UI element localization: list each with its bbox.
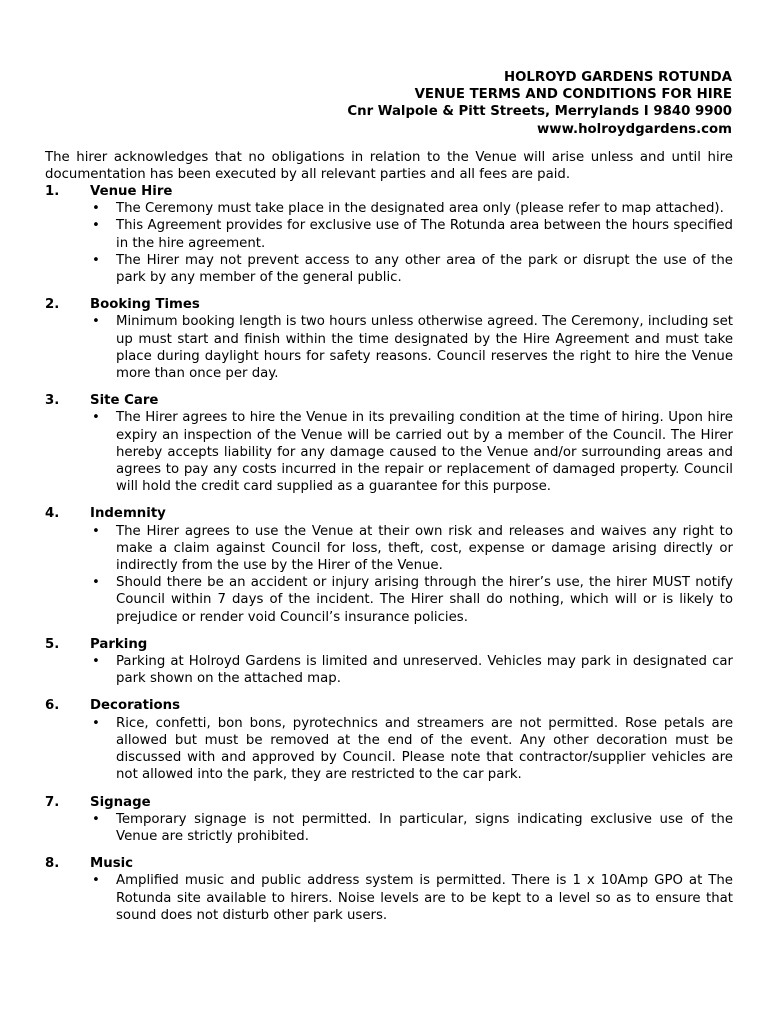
- bullet-list: [45, 313, 733, 382]
- bullet-item: • Rice, confetti, bon bons, pyrotechnics and streamers are not permitted. Rose petals are allowed but must be removed at the end of the event. Any other decoration must be discussed with and approved by Council. Please note that contractor/supplier vehicles are not allowed into the park, they are restricted to the car park.: [116, 715, 733, 784]
- bullet-list: [45, 409, 733, 495]
- section: [45, 636, 733, 688]
- bullet-item: • Parking at Holroyd Gardens is limited and unreserved. Vehicles may park in designated car park shown on the attached map.: [116, 653, 733, 687]
- bullet-item: • The Hirer may not prevent access to any other area of the park or disrupt the use of the park by any member of the general public.: [116, 252, 733, 286]
- terms-sections: [45, 183, 733, 924]
- section-heading: [45, 636, 733, 653]
- section-number: 3.: [45, 393, 60, 409]
- section-title: Site Care: [90, 393, 159, 409]
- bullet-list: [45, 872, 733, 924]
- venue-address: Cnr Walpole & Pitt Streets, Merrylands I 9840 9900: [347, 104, 732, 120]
- intro-paragraph: The hirer acknowledges that no obligations in relation to the Venue will arise unless and until hire documentation has been executed by all relevant parties and all fees are paid.: [45, 150, 733, 183]
- section-number: 2.: [45, 297, 60, 313]
- venue-name: HOLROYD GARDENS ROTUNDA: [503, 70, 732, 85]
- section-heading: [45, 855, 733, 872]
- section: [45, 296, 733, 382]
- section-title: Music: [90, 856, 134, 872]
- section-number: 7.: [45, 794, 60, 810]
- section: [45, 855, 733, 924]
- section: [45, 183, 733, 286]
- section-title: Decorations: [90, 698, 181, 714]
- venue-website: www.holroydgardens.com: [537, 121, 732, 137]
- section-number: 5.: [45, 636, 60, 652]
- section-heading: [45, 296, 733, 313]
- bullet-list: [45, 653, 733, 687]
- section-number: 8.: [45, 856, 60, 872]
- section-title: Signage: [90, 794, 151, 810]
- bullet-item: • Minimum booking length is two hours unless otherwise agreed. The Ceremony, including set up must start and finish within the time designated by the Hire Agreement and must take place during daylight hours for safety reasons. Council reserves the right to hire the Venue more than once per day.: [116, 313, 733, 382]
- section-number: 6.: [45, 698, 60, 714]
- section-number: 1.: [45, 184, 60, 199]
- section-heading: [45, 183, 733, 200]
- section-heading: [45, 794, 733, 811]
- bullet-item: • Should there be an accident or injury arising through the hirer’s use, the hirer MUST notify Council within 7 days of the incident. The Hirer shall do nothing, which will or is likely to prejudice or render void Council’s insurance policies.: [116, 574, 733, 626]
- bullet-list: [45, 811, 733, 845]
- bullet-item: • The Ceremony must take place in the designated area only (please refer to map attached).: [116, 200, 733, 217]
- section-title: Booking Times: [90, 297, 200, 313]
- bullet-list: [45, 523, 733, 626]
- bullet-item: • Temporary signage is not permitted. In particular, signs indicating exclusive use of the Venue are strictly prohibited.: [116, 811, 733, 845]
- section: [45, 794, 733, 846]
- bullet-item: • This Agreement provides for exclusive use of The Rotunda area between the hours specified in the hire agreement.: [116, 217, 733, 251]
- bullet-item: • Amplified music and public address system is permitted. There is 1 x 10Amp GPO at The Rotunda site available to hirers. Noise levels are to be kept to a level so as to ensure that sound does not disturb other park users.: [116, 872, 733, 924]
- section: [45, 505, 733, 625]
- bullet-list: [45, 200, 733, 286]
- section-title: Parking: [90, 636, 148, 652]
- section-title: Venue Hire: [90, 184, 173, 199]
- bullet-item: • The Hirer agrees to hire the Venue in its prevailing condition at the time of hiring. Upon hire expiry an inspection of the Venue will be carried out by a member of the Council. The Hirer hereby accepts liability for any damage caused to the Venue and/or surrounding areas and agrees to pay any costs incurred in the repair or replacement of damaged property. Council will hold the credit card supplied as a guarantee for this purpose.: [116, 409, 733, 495]
- section-number: 4.: [45, 506, 60, 522]
- section: [45, 392, 733, 495]
- document-title: VENUE TERMS AND CONDITIONS FOR HIRE: [414, 87, 732, 103]
- section-title: Indemnity: [90, 506, 166, 522]
- section-heading: [45, 697, 733, 714]
- bullet-item: • The Hirer agrees to use the Venue at their own risk and releases and waives any right to make a claim against Council for loss, theft, cost, expense or damage arising directly or indirectly from the use by the Hirer of the Venue.: [116, 523, 733, 575]
- section-heading: [45, 505, 733, 522]
- document-header: [347, 69, 732, 138]
- section-heading: [45, 392, 733, 409]
- section: [45, 697, 733, 783]
- bullet-list: [45, 715, 733, 784]
